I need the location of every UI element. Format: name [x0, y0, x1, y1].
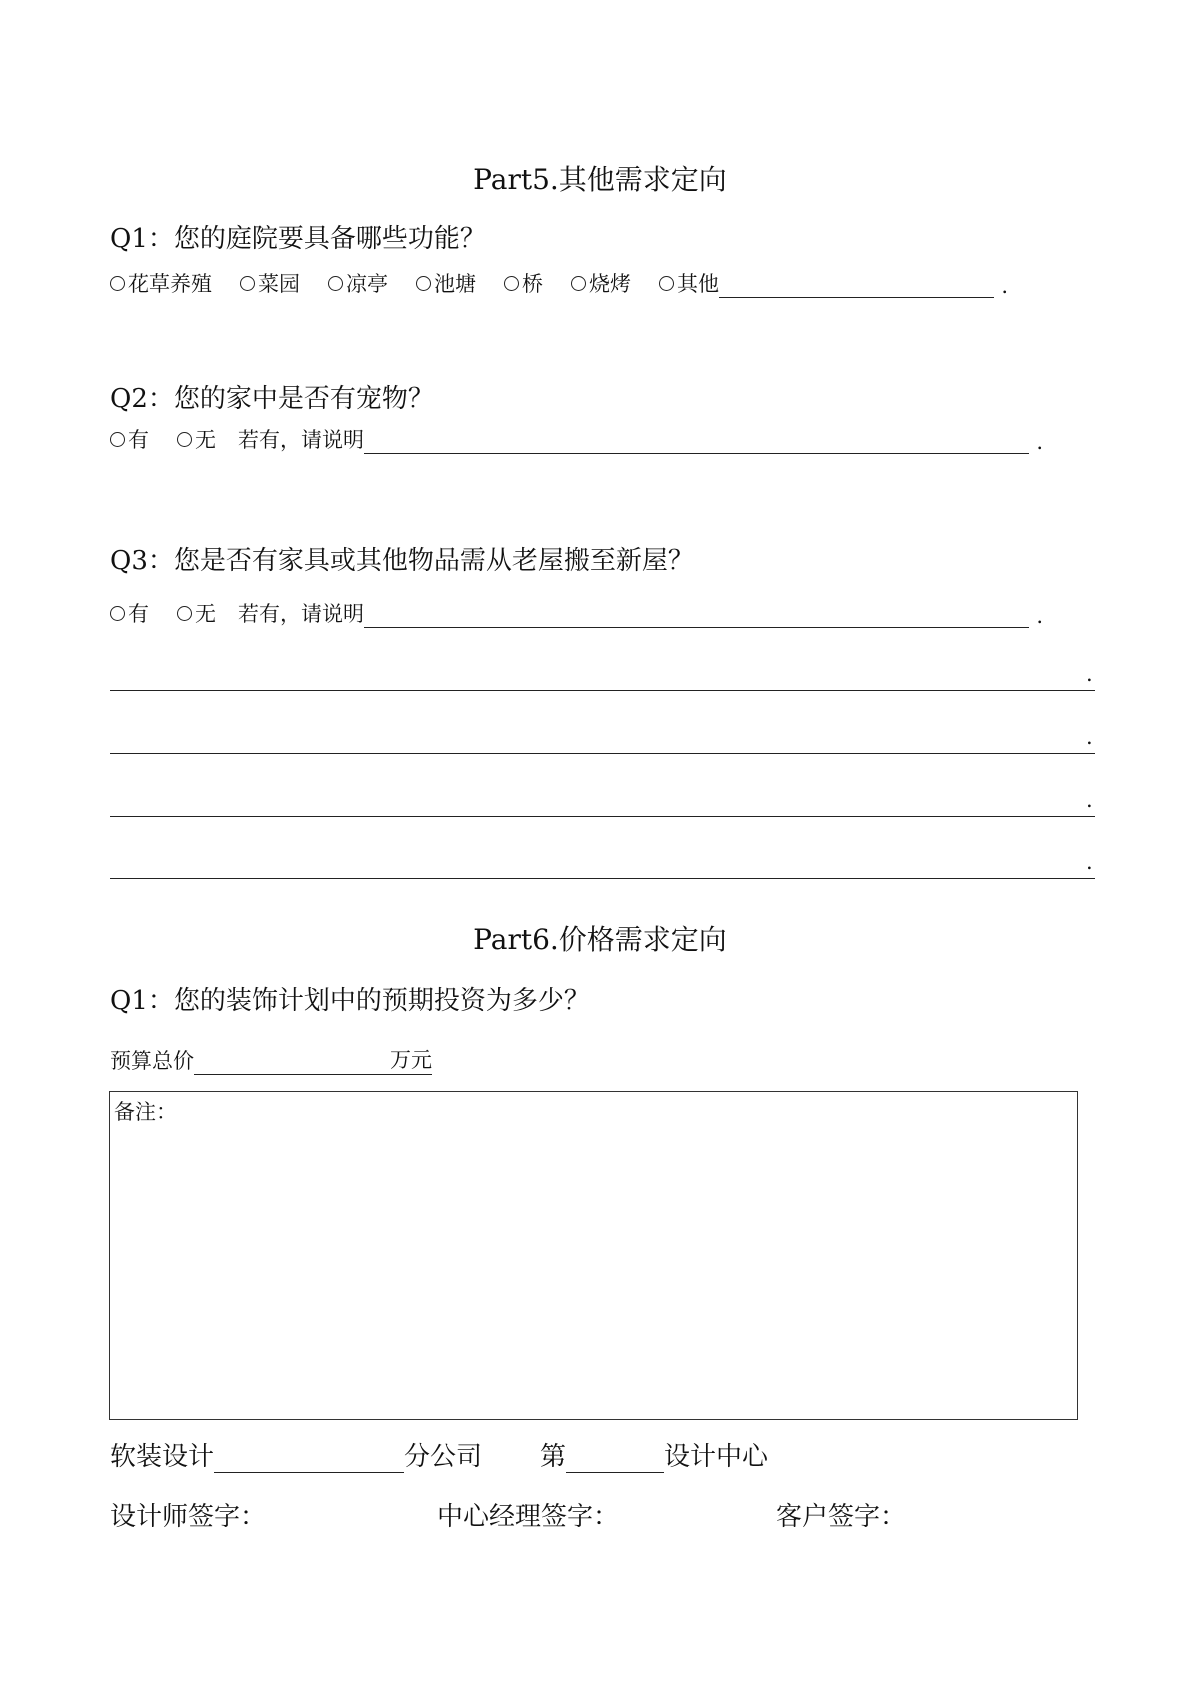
remark-box[interactable]	[109, 1091, 1078, 1420]
part5-q1-options	[110, 268, 1008, 298]
soft-design-label: 软装设计	[110, 1442, 215, 1472]
line-end-dot: .	[1001, 274, 1008, 298]
soft-design-row	[110, 1436, 768, 1473]
explain-fill-line[interactable]	[364, 605, 1029, 628]
explain-label: 若有，请说明	[238, 428, 364, 452]
radio-circle-icon[interactable]	[328, 276, 343, 291]
remark-label: 备注：	[114, 1100, 177, 1124]
blank-line-1[interactable]	[110, 690, 1095, 691]
manager-sign-label[interactable]: 中心经理签字：	[437, 1502, 620, 1532]
option-flowers[interactable]: 花草养殖	[110, 268, 212, 298]
line-end-dot: .	[1086, 850, 1093, 874]
radio-circle-icon[interactable]	[110, 432, 125, 447]
radio-circle-icon[interactable]	[504, 276, 519, 291]
radio-circle-icon[interactable]	[659, 276, 674, 291]
explain-fill-line[interactable]	[364, 431, 1029, 454]
option-yes[interactable]: 有	[110, 598, 149, 628]
blank-line-4[interactable]	[110, 878, 1095, 879]
option-vegetable-garden[interactable]: 菜园	[240, 268, 300, 298]
line-end-dot: .	[1036, 430, 1043, 454]
line-end-dot: .	[1086, 725, 1093, 749]
option-other[interactable]: 其他	[659, 268, 719, 298]
option-no[interactable]: 无	[177, 598, 216, 628]
part5-q2-title: Q2：您的家中是否有宠物？	[110, 384, 434, 414]
radio-circle-icon[interactable]	[571, 276, 586, 291]
radio-circle-icon[interactable]	[177, 432, 192, 447]
radio-circle-icon[interactable]	[240, 276, 255, 291]
branch-fill-line[interactable]	[214, 1444, 404, 1473]
blank-line-3[interactable]	[110, 816, 1095, 817]
budget-unit: 万元	[390, 1044, 432, 1075]
part5-q3-title: Q3：您是否有家具或其他物品需从老屋搬至新屋？	[110, 546, 694, 576]
budget-row	[110, 1044, 432, 1075]
part5-q1-title: Q1：您的庭院要具备哪些功能？	[110, 224, 486, 254]
part6-q1-title: Q1：您的装饰计划中的预期投资为多少？	[110, 986, 590, 1016]
option-pavilion[interactable]: 凉亭	[328, 268, 388, 298]
radio-circle-icon[interactable]	[416, 276, 431, 291]
client-sign-label[interactable]: 客户签字：	[776, 1502, 907, 1532]
di-label: 第	[540, 1442, 567, 1472]
budget-fill-line[interactable]	[194, 1052, 390, 1075]
option-bbq[interactable]: 烧烤	[571, 268, 631, 298]
part6-title: Part6.价格需求定向	[473, 923, 727, 956]
explain-label: 若有，请说明	[238, 602, 364, 626]
line-end-dot: .	[1036, 604, 1043, 628]
budget-label: 预算总价	[110, 1049, 194, 1073]
part5-q3-options	[110, 598, 1043, 628]
line-end-dot: .	[1086, 788, 1093, 812]
blank-line-2[interactable]	[110, 753, 1095, 754]
radio-circle-icon[interactable]	[177, 606, 192, 621]
other-fill-line[interactable]	[719, 275, 994, 298]
option-bridge[interactable]: 桥	[504, 268, 543, 298]
part5-title: Part5.其他需求定向	[473, 163, 727, 196]
center-number-fill-line[interactable]	[566, 1444, 664, 1473]
option-no[interactable]: 无	[177, 424, 216, 454]
designer-sign-label[interactable]: 设计师签字：	[110, 1502, 267, 1532]
branch-label: 分公司	[404, 1442, 483, 1472]
part5-q2-options	[110, 424, 1043, 454]
line-end-dot: .	[1086, 662, 1093, 686]
radio-circle-icon[interactable]	[110, 606, 125, 621]
radio-circle-icon[interactable]	[110, 276, 125, 291]
option-pond[interactable]: 池塘	[416, 268, 476, 298]
option-yes[interactable]: 有	[110, 424, 149, 454]
design-center-label: 设计中心	[664, 1442, 769, 1472]
